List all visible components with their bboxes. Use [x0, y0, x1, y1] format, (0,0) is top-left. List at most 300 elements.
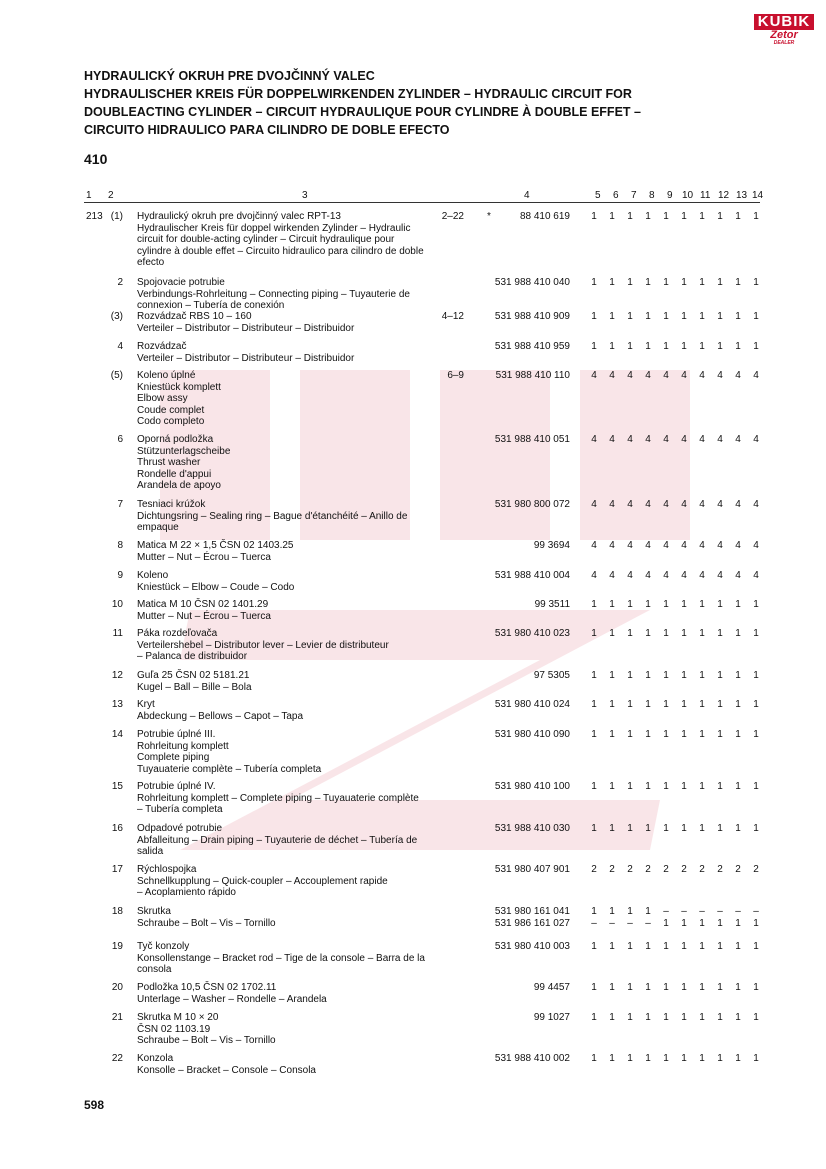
- quantity-cell: 4: [735, 499, 741, 510]
- description-line: Matica M 10 ČSN 02 1401.29: [137, 599, 269, 610]
- part-number: 531 980 410 023: [494, 628, 570, 639]
- description-line: connexion – Tubería de conexión: [137, 300, 285, 312]
- quantity-cell: 1: [591, 781, 597, 792]
- quantity-cell: 1: [609, 599, 615, 610]
- quantity-cell: –: [591, 917, 597, 929]
- quantity-cell: 4: [663, 434, 669, 445]
- quantity-cell: 4: [645, 370, 651, 381]
- quantity-cell: 1: [753, 729, 759, 740]
- description: [137, 670, 477, 693]
- quantity-cell: 1: [753, 699, 759, 710]
- column-header: 10: [682, 190, 694, 201]
- quantity-cell: 1: [627, 906, 633, 917]
- part-number: 99 4457: [533, 982, 570, 993]
- quantity-cell: 1: [645, 1012, 651, 1023]
- part-number: 531 980 407 901: [494, 864, 570, 875]
- part-number: 531 980 410 090: [494, 729, 570, 740]
- quantity-cell: 2: [699, 864, 705, 875]
- quantity-cell: 4: [717, 499, 723, 510]
- quantity-cell: 1: [609, 628, 615, 639]
- quantity-cell: 1: [735, 982, 741, 993]
- quantity-cell: 1: [735, 628, 741, 639]
- column-header: 4: [524, 190, 530, 201]
- description: [137, 823, 477, 858]
- description: [137, 499, 477, 534]
- quantity-cell: 1: [735, 311, 741, 322]
- description-line: Abdeckung – Bellows – Capot – Tapa: [137, 710, 304, 722]
- description-line: Hydraulischer Kreis für doppel wirkenden Zylinder – Hydraulic: [137, 222, 411, 234]
- quantity-cell: 4: [591, 434, 597, 445]
- description-line: Hydraulický okruh pre dvojčinný valec RPT-13: [137, 211, 341, 222]
- quantity-cell: 1: [609, 781, 615, 792]
- quantity-cell: 1: [681, 1012, 687, 1023]
- quantity-cell: 4: [699, 570, 705, 581]
- description: [137, 570, 477, 593]
- quantity-cell: 1: [699, 599, 705, 610]
- quantity-cell: 1: [717, 341, 723, 352]
- quantity-cell: 1: [627, 1012, 633, 1023]
- description-line: Koleno: [137, 570, 169, 581]
- quantity-cell: 1: [663, 982, 669, 993]
- description: [137, 277, 477, 312]
- quantity-cell: 4: [681, 540, 687, 551]
- position-number: 2: [117, 277, 123, 288]
- position-range: 6–9: [447, 370, 464, 381]
- part-number: 531 988 410 030: [494, 823, 570, 834]
- quantity-cell: 1: [753, 917, 759, 929]
- quantity-cell: 1: [753, 311, 759, 322]
- quantity-cell: 1: [735, 699, 741, 710]
- quantity-cell: 1: [591, 311, 597, 322]
- quantity-cell: 4: [753, 540, 759, 551]
- quantity-cell: 1: [753, 1053, 759, 1064]
- quantity-cell: 1: [627, 670, 633, 681]
- description-line: Podložka 10,5 ČSN 02 1702.11: [137, 982, 277, 993]
- quantity-cell: 4: [609, 499, 615, 510]
- position-number: 9: [117, 570, 123, 581]
- quantity-cell: 1: [753, 599, 759, 610]
- description-line: Rondelle d'appui: [137, 468, 212, 480]
- quantity-cell: 4: [645, 499, 651, 510]
- quantity-cell: 1: [681, 699, 687, 710]
- quantity-cell: 1: [645, 599, 651, 610]
- position-number: 18: [111, 906, 123, 917]
- quantity-cell: 4: [627, 434, 633, 445]
- quantity-cell: 1: [663, 341, 669, 352]
- part-number: 531 988 410 002: [494, 1053, 570, 1064]
- quantity-cell: 1: [591, 906, 597, 917]
- quantity-cell: 1: [591, 1012, 597, 1023]
- quantity-cell: 1: [699, 1053, 705, 1064]
- quantity-cell: 1: [699, 211, 705, 222]
- quantity-cell: 1: [609, 941, 615, 952]
- column-header: 12: [718, 190, 730, 201]
- quantity-cell: 1: [645, 781, 651, 792]
- quantity-cell: 1: [609, 729, 615, 740]
- quantity-cell: 4: [645, 570, 651, 581]
- description-line: Dichtungsring – Sealing ring – Bague d'étanchéité – Anillo de: [137, 510, 408, 522]
- position-number: (1): [110, 211, 123, 222]
- description-line: Rýchlospojka: [137, 864, 197, 875]
- quantity-cell: 1: [735, 781, 741, 792]
- quantity-cell: 1: [753, 211, 759, 222]
- quantity-cell: 4: [699, 540, 705, 551]
- part-number: 99 3694: [533, 540, 570, 551]
- description: [137, 599, 477, 622]
- quantity-cell: 1: [753, 982, 759, 993]
- quantity-cell: 4: [753, 499, 759, 510]
- quantity-cell: 1: [717, 917, 723, 929]
- quantity-cell: 1: [717, 211, 723, 222]
- quantity-cell: 1: [699, 1012, 705, 1023]
- description-line: Potrubie úplné IV.: [137, 781, 216, 792]
- description-line: Odpadové potrubie: [137, 823, 223, 834]
- quantity-cell: –: [753, 906, 759, 917]
- quantity-cell: 1: [645, 311, 651, 322]
- description-line: – Acoplamiento rápido: [137, 887, 236, 899]
- quantity-cell: 1: [735, 341, 741, 352]
- page-title: [84, 67, 764, 139]
- quantity-cell: 2: [609, 864, 615, 875]
- quantity-cell: 1: [699, 341, 705, 352]
- quantity-cell: 4: [753, 370, 759, 381]
- logo-zetor: Zetor: [770, 29, 798, 41]
- part-number: 531 988 410 110: [495, 370, 570, 381]
- quantity-cell: 1: [681, 729, 687, 740]
- column-header: 3: [302, 190, 308, 201]
- description-line: salida: [137, 846, 164, 858]
- quantity-cell: 1: [663, 1053, 669, 1064]
- quantity-cell: 1: [645, 1053, 651, 1064]
- description-line: Konsollenstange – Bracket rod – Tige de la console – Barra de la: [137, 952, 425, 964]
- quantity-cell: 4: [681, 499, 687, 510]
- position-number: 7: [117, 499, 123, 510]
- quantity-cell: 1: [627, 311, 633, 322]
- description-line: cylindre à double effet – Circuito hidraulico para cilindro de doble: [137, 245, 424, 257]
- quantity-cell: 1: [681, 982, 687, 993]
- quantity-cell: 1: [609, 277, 615, 288]
- group-code: 213: [86, 211, 103, 222]
- description-line: Coude complet: [137, 404, 205, 416]
- quantity-cell: 4: [681, 570, 687, 581]
- quantity-cell: 1: [663, 941, 669, 952]
- quantity-cell: 1: [645, 982, 651, 993]
- description-line: Matica M 22 × 1,5 ČSN 02 1403.25: [137, 540, 294, 551]
- quantity-cell: 1: [609, 699, 615, 710]
- column-header: 2: [108, 190, 114, 201]
- quantity-cell: 4: [663, 540, 669, 551]
- quantity-cell: 1: [591, 823, 597, 834]
- description-line: Kniestück – Elbow – Coude – Codo: [137, 581, 295, 593]
- quantity-cell: 1: [681, 211, 687, 222]
- quantity-cell: 1: [753, 670, 759, 681]
- description-line: Spojovacie potrubie: [137, 277, 225, 288]
- quantity-cell: 1: [717, 729, 723, 740]
- quantity-cell: 1: [591, 599, 597, 610]
- quantity-cell: 1: [591, 628, 597, 639]
- description-line: Mutter – Nut – Écrou – Tuerca: [137, 551, 271, 563]
- quantity-cell: 1: [699, 941, 705, 952]
- quantity-cell: 4: [609, 540, 615, 551]
- description: [137, 1012, 477, 1047]
- quantity-cell: –: [645, 917, 651, 929]
- description-line: Schnellkupplung – Quick-coupler – Accouplement rapide: [137, 875, 388, 887]
- quantity-cell: 1: [735, 211, 741, 222]
- position-number: 6: [117, 434, 123, 445]
- column-header: 14: [752, 190, 764, 201]
- quantity-cell: 4: [717, 370, 723, 381]
- description: [137, 1053, 477, 1076]
- quantity-cell: 1: [663, 670, 669, 681]
- column-header: 8: [649, 190, 655, 201]
- quantity-cell: 4: [609, 434, 615, 445]
- description-line: Codo completo: [137, 416, 205, 428]
- part-number: 99 1027: [533, 1012, 570, 1023]
- position-number: 16: [111, 823, 123, 834]
- description-line: Arandela de apoyo: [137, 480, 221, 492]
- description-line: Kugel – Ball – Bille – Bola: [137, 681, 252, 693]
- group-number: 410: [84, 151, 108, 167]
- quantity-cell: 4: [717, 540, 723, 551]
- description: [137, 628, 477, 663]
- quantity-cell: 1: [663, 311, 669, 322]
- quantity-cell: 1: [735, 670, 741, 681]
- quantity-cell: 2: [591, 864, 597, 875]
- quantity-cell: 4: [663, 370, 669, 381]
- quantity-cell: 1: [681, 311, 687, 322]
- quantity-cell: 4: [645, 540, 651, 551]
- column-header: 5: [595, 190, 601, 201]
- quantity-cell: –: [663, 906, 669, 917]
- position-number: 12: [111, 670, 123, 681]
- description-line: – Palanca de distribuidor: [137, 651, 248, 663]
- quantity-cell: 1: [681, 823, 687, 834]
- quantity-cell: 1: [609, 211, 615, 222]
- quantity-cell: 4: [735, 434, 741, 445]
- title-line: CIRCUITO HIDRAULICO PARA CILINDRO DE DOBLE EFECTO: [84, 123, 450, 137]
- quantity-cell: 2: [681, 864, 687, 875]
- quantity-cell: 1: [681, 917, 687, 929]
- quantity-cell: 1: [717, 670, 723, 681]
- quantity-cell: –: [681, 906, 687, 917]
- quantity-cell: 1: [645, 670, 651, 681]
- position-number: 10: [111, 599, 123, 610]
- quantity-cell: 4: [591, 540, 597, 551]
- quantity-cell: 1: [735, 599, 741, 610]
- column-header: 11: [700, 190, 711, 201]
- description-line: Rozvádzač: [137, 341, 187, 352]
- description-line: Oporná podložka: [137, 434, 214, 445]
- position-number: (5): [110, 370, 123, 381]
- description: [137, 540, 477, 563]
- quantity-cell: 1: [663, 699, 669, 710]
- part-number: 531 980 410 100: [494, 781, 570, 792]
- quantity-cell: 1: [681, 277, 687, 288]
- part-number: 531 988 410 004: [494, 570, 570, 581]
- quantity-cell: 4: [591, 370, 597, 381]
- description-line: Rohrleitung komplett: [137, 740, 229, 752]
- description-line: Verteilershebel – Distributor lever – Levier de distributeur: [137, 639, 389, 651]
- quantity-cell: 1: [609, 1053, 615, 1064]
- quantity-cell: 4: [591, 570, 597, 581]
- quantity-cell: 4: [735, 540, 741, 551]
- quantity-cell: 1: [717, 311, 723, 322]
- quantity-cell: 1: [663, 211, 669, 222]
- column-header: 13: [736, 190, 748, 201]
- description-line: Koleno úplné: [137, 370, 196, 381]
- quantity-cell: 4: [591, 499, 597, 510]
- title-line: HYDRAULICKÝ OKRUH PRE DVOJČINNÝ VALEC: [84, 69, 375, 83]
- description-line: Complete piping: [137, 752, 210, 764]
- quantity-cell: 1: [627, 1053, 633, 1064]
- quantity-cell: 1: [681, 628, 687, 639]
- quantity-cell: 1: [627, 823, 633, 834]
- part-number: 531 980 410 003: [494, 941, 570, 952]
- position-number: 20: [111, 982, 123, 993]
- quantity-cell: 4: [753, 570, 759, 581]
- quantity-cell: 2: [735, 864, 741, 875]
- column-header: 9: [667, 190, 673, 201]
- description-line: Páka rozdeľovača: [137, 628, 218, 639]
- quantity-cell: 4: [699, 434, 705, 445]
- description-line: Unterlage – Washer – Rondelle – Arandela: [137, 993, 327, 1005]
- quantity-cell: 1: [681, 599, 687, 610]
- quantity-cell: 4: [645, 434, 651, 445]
- quantity-cell: 4: [717, 434, 723, 445]
- description-line: Skrutka M 10 × 20: [137, 1012, 219, 1023]
- description-line: consola: [137, 964, 172, 976]
- description: [137, 941, 477, 976]
- quantity-cell: 1: [753, 781, 759, 792]
- quantity-cell: 4: [735, 570, 741, 581]
- quantity-cell: 4: [627, 540, 633, 551]
- quantity-cell: 1: [627, 729, 633, 740]
- quantity-cell: 1: [609, 341, 615, 352]
- quantity-cell: 1: [591, 1053, 597, 1064]
- quantity-cell: 1: [645, 211, 651, 222]
- part-number: 99 3511: [534, 599, 570, 610]
- position-number: 11: [112, 628, 123, 639]
- description-line: Thrust washer: [137, 457, 201, 469]
- description-line: Verteiler – Distributor – Distributeur – Distribuidor: [137, 322, 355, 334]
- quantity-cell: 1: [681, 670, 687, 681]
- quantity-cell: 1: [735, 729, 741, 740]
- quantity-cell: 1: [753, 628, 759, 639]
- quantity-cell: 1: [735, 1012, 741, 1023]
- quantity-cell: 4: [681, 370, 687, 381]
- description-line: Mutter – Nut – Écrou – Tuerca: [137, 610, 271, 622]
- quantity-cell: 1: [717, 599, 723, 610]
- quantity-cell: 4: [663, 499, 669, 510]
- quantity-cell: 1: [717, 1012, 723, 1023]
- quantity-cell: 1: [717, 781, 723, 792]
- quantity-cell: 1: [627, 781, 633, 792]
- quantity-cell: 1: [681, 781, 687, 792]
- quantity-cell: 1: [609, 982, 615, 993]
- quantity-cell: –: [735, 906, 741, 917]
- description: [137, 781, 477, 816]
- quantity-cell: –: [609, 917, 615, 929]
- quantity-cell: 4: [627, 570, 633, 581]
- quantity-cell: 1: [717, 941, 723, 952]
- description-line: Guľa 25 ČSN 02 5181.21: [137, 670, 250, 681]
- description-line: Tuyauaterie complète – Tubería completa: [137, 763, 322, 775]
- quantity-cell: 1: [717, 277, 723, 288]
- part-number: 531 988 410 909: [494, 311, 570, 322]
- description-line: Abfalleitung – Drain piping – Tuyauterie de déchet – Tubería de: [137, 834, 418, 846]
- position-number: 13: [111, 699, 123, 710]
- quantity-cell: 1: [627, 628, 633, 639]
- quantity-cell: 1: [645, 729, 651, 740]
- quantity-cell: 1: [699, 781, 705, 792]
- position-range: 4–12: [441, 311, 464, 322]
- quantity-cell: 4: [663, 570, 669, 581]
- quantity-cell: 1: [681, 941, 687, 952]
- quantity-cell: 1: [663, 823, 669, 834]
- description-line: empaque: [137, 522, 179, 534]
- quantity-cell: 1: [717, 628, 723, 639]
- quantity-cell: 1: [645, 823, 651, 834]
- quantity-cell: 1: [699, 917, 705, 929]
- quantity-cell: 4: [627, 370, 633, 381]
- part-number: 531 988 410 959: [494, 341, 570, 352]
- logo-top-text: KUBIK: [754, 14, 814, 30]
- quantity-cell: 1: [663, 729, 669, 740]
- part-number: 88 410 619: [519, 211, 570, 222]
- description-line: Konsolle – Bracket – Console – Consola: [137, 1064, 316, 1076]
- position-number: 19: [111, 941, 123, 952]
- quantity-cell: 1: [627, 599, 633, 610]
- quantity-cell: 1: [591, 699, 597, 710]
- quantity-cell: 1: [735, 917, 741, 929]
- quantity-cell: 1: [591, 211, 597, 222]
- quantity-cell: 2: [645, 864, 651, 875]
- description-line: Verteiler – Distributor – Distributeur – Distribuidor: [137, 352, 355, 364]
- quantity-cell: 1: [717, 699, 723, 710]
- position-number: 22: [111, 1053, 123, 1064]
- description-line: Elbow assy: [137, 393, 188, 405]
- position-number: 15: [111, 781, 123, 792]
- quantity-cell: 4: [735, 370, 741, 381]
- logo-dealer: DEALER: [773, 40, 795, 46]
- quantity-cell: 1: [699, 628, 705, 639]
- quantity-cell: 1: [609, 670, 615, 681]
- description-line: efecto: [137, 257, 165, 269]
- quantity-cell: 1: [699, 311, 705, 322]
- header-rule: [84, 202, 760, 203]
- quantity-cell: 1: [609, 906, 615, 917]
- quantity-cell: 1: [699, 823, 705, 834]
- title-line: HYDRAULISCHER KREIS FÜR DOPPELWIRKENDEN ZYLINDER – HYDRAULIC CIRCUIT FOR: [84, 87, 632, 101]
- quantity-cell: –: [627, 917, 633, 929]
- description-line: Konzola: [137, 1053, 174, 1064]
- quantity-cell: 4: [753, 434, 759, 445]
- quantity-cell: –: [699, 906, 705, 917]
- quantity-cell: 1: [717, 982, 723, 993]
- quantity-cell: 1: [627, 699, 633, 710]
- quantity-cell: 1: [699, 982, 705, 993]
- position-number: (3): [110, 311, 123, 322]
- description-line: Tesniaci krúžok: [137, 499, 206, 510]
- quantity-cell: 4: [699, 499, 705, 510]
- column-header: 1: [86, 190, 92, 201]
- quantity-cell: 1: [663, 628, 669, 639]
- part-number: 531 980 161 041: [494, 906, 570, 917]
- quantity-cell: 1: [645, 341, 651, 352]
- quantity-cell: 1: [663, 781, 669, 792]
- position-number: 8: [117, 540, 123, 551]
- quantity-cell: 4: [681, 434, 687, 445]
